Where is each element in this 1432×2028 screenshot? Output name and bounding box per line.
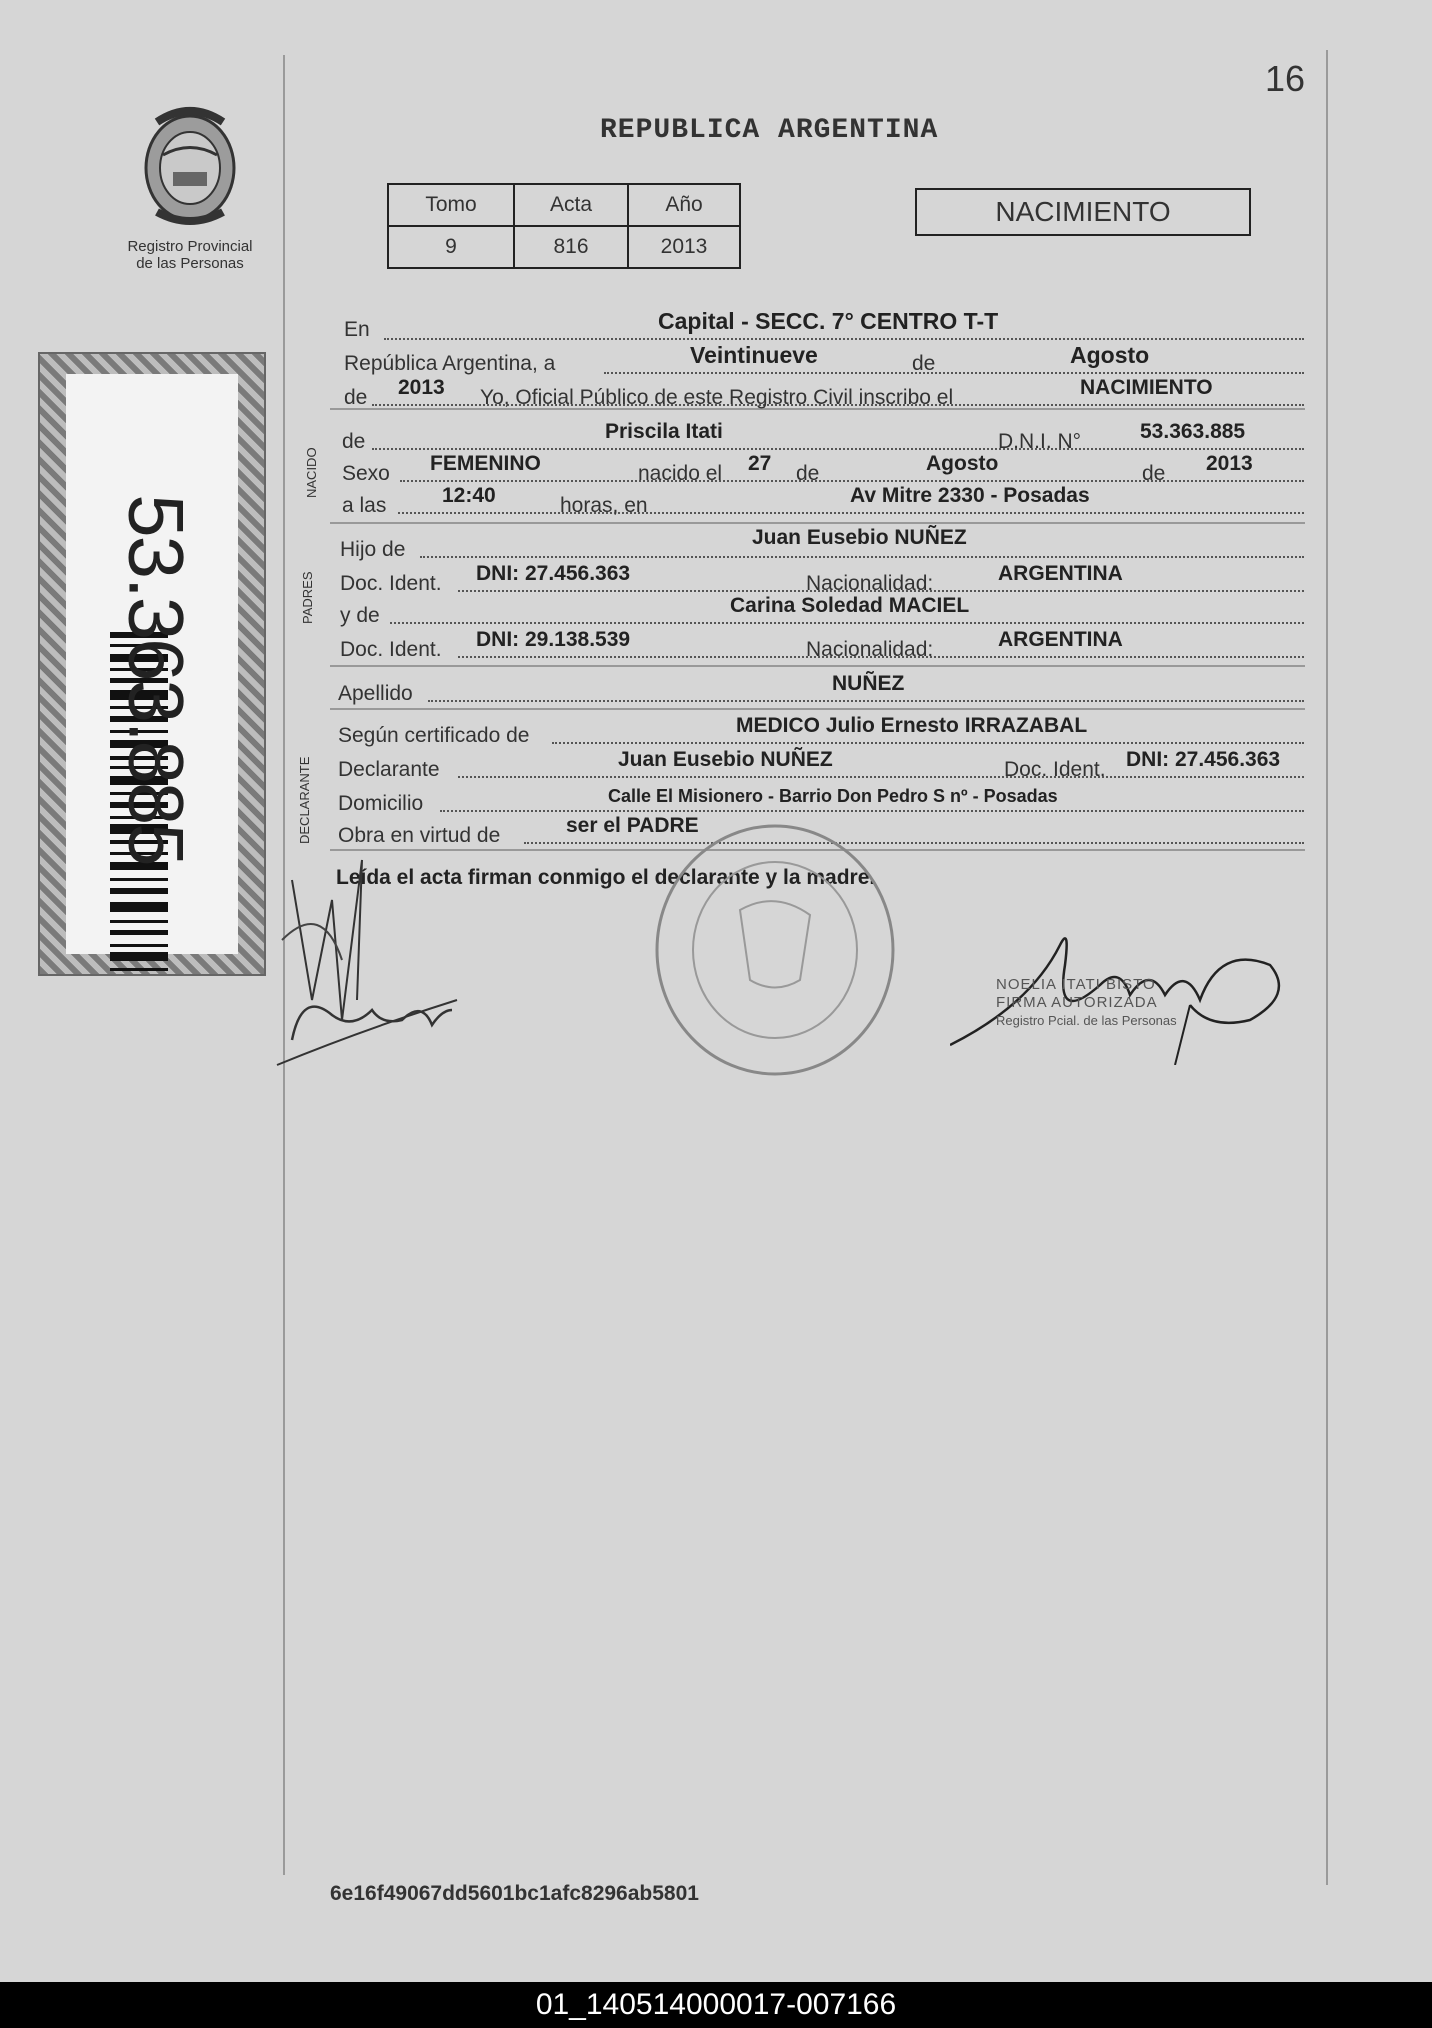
label-doc-ident-madre: Doc. Ident. (340, 638, 442, 661)
value-doc-declarante: DNI: 27.456.363 (1126, 748, 1281, 771)
value-domicilio: Calle El Misionero - Barrio Don Pedro S nº - Posadas (608, 786, 1058, 806)
label-nacido-el: nacido el (638, 462, 723, 485)
value-acta: 816 (514, 226, 628, 268)
id-card-number: 53.363.885 (112, 494, 201, 865)
value-anio-registro: 2013 (398, 376, 445, 399)
header-anio: Año (628, 184, 740, 226)
label-horas-en: horas, en (560, 494, 648, 517)
value-anio-nacimiento: 2013 (1206, 452, 1253, 475)
dotted-line (604, 372, 1304, 374)
declarant-signature-icon (262, 840, 462, 1070)
province-crest-icon (135, 100, 245, 230)
document-title: REPUBLICA ARGENTINA (600, 115, 939, 146)
value-padre: Juan Eusebio NUÑEZ (752, 526, 967, 549)
label-nacionalidad-padre: Nacionalidad: (806, 572, 934, 595)
header-tomo: Tomo (388, 184, 514, 226)
label-de-nombre: de (342, 430, 366, 453)
dotted-line (420, 556, 1304, 558)
value-apellido: NUÑEZ (832, 672, 905, 695)
officer-role: FIRMA AUTORIZADA (996, 994, 1158, 1011)
officer-name: NOELIA ITATI BISTO (996, 976, 1156, 993)
value-tipo-inscripcion: NACIMIENTO (1080, 376, 1213, 399)
value-dia-nacimiento: 27 (748, 452, 772, 475)
value-doc-madre: DNI: 29.138.539 (476, 628, 631, 651)
value-mes-nacimiento: Agosto (926, 452, 999, 475)
registry-caption-line: Registro Provincial (127, 238, 253, 255)
value-sexo: FEMENINO (430, 452, 541, 475)
section-label-nacido: NACIDO (304, 447, 319, 498)
value-mes-registro: Agosto (1070, 342, 1150, 368)
value-lugar-nacimiento: Av Mitre 2330 - Posadas (850, 484, 1090, 507)
value-obra: ser el PADRE (566, 814, 699, 837)
registry-caption (110, 238, 270, 272)
value-dia-registro: Veintinueve (690, 342, 818, 368)
dotted-line (372, 448, 1304, 450)
value-nacionalidad-madre: ARGENTINA (998, 628, 1123, 651)
record-table (387, 183, 741, 269)
label-domicilio: Domicilio (338, 792, 424, 815)
section-rule (330, 665, 1305, 667)
section-rule (330, 708, 1305, 710)
value-doc-padre: DNI: 27.456.363 (476, 562, 631, 585)
label-de-anio: de (344, 386, 368, 409)
dotted-line (524, 842, 1304, 844)
value-tomo: 9 (388, 226, 514, 268)
label-hijo-de: Hijo de (340, 538, 406, 561)
label-republica: República Argentina, a (344, 352, 556, 375)
right-margin-line (1326, 50, 1328, 1885)
value-nacionalidad-padre: ARGENTINA (998, 562, 1123, 585)
dotted-line (440, 810, 1304, 812)
card-inner (66, 374, 238, 954)
closing-statement: Leída el acta firman conmigo el declarante y la madre. (336, 866, 876, 889)
value-hora: 12:40 (442, 484, 496, 507)
dotted-line (428, 700, 1304, 702)
officer-registry: Registro Pcial. de las Personas (996, 1013, 1177, 1028)
value-dni: 53.363.885 (1140, 420, 1246, 443)
section-label-padres: PADRES (300, 571, 315, 624)
dotted-line (458, 776, 1304, 778)
record-table-values (388, 226, 740, 268)
label-y-de: y de (340, 604, 380, 627)
label-de: de (912, 352, 936, 375)
page-number: 16 (1265, 58, 1306, 99)
section-rule (330, 522, 1305, 524)
dotted-line (398, 512, 1304, 514)
label-certificado: Según certificado de (338, 724, 530, 747)
record-type-box: NACIMIENTO (915, 188, 1251, 236)
id-barcode-card (38, 352, 266, 976)
officer-stamp-text (996, 976, 1177, 1030)
label-a-las: a las (342, 494, 387, 517)
value-lugar-registro: Capital - SECC. 7° CENTRO T-T (658, 308, 999, 334)
label-de-mes: de (796, 462, 820, 485)
record-table-header (388, 184, 740, 226)
label-dni: D.N.I. N° (998, 430, 1082, 453)
dotted-line (390, 622, 1304, 624)
label-doc-ident-padre: Doc. Ident. (340, 572, 442, 595)
dotted-line (384, 338, 1304, 340)
value-declarante: Juan Eusebio NUÑEZ (618, 748, 833, 771)
label-inscribo: Yo, Oficial Público de este Registro Civil inscribo el (480, 386, 954, 409)
dotted-line (552, 742, 1304, 744)
registry-caption-line: de las Personas (136, 255, 244, 272)
label-apellido: Apellido (338, 682, 413, 705)
dotted-line (400, 480, 1304, 482)
header-acta: Acta (514, 184, 628, 226)
label-en: En (344, 318, 370, 341)
label-nacionalidad-madre: Nacionalidad: (806, 638, 934, 661)
footer-id-band: 01_140514000017-007166 (0, 1982, 1432, 2028)
label-de-anio-nac: de (1142, 462, 1166, 485)
label-declarante: Declarante (338, 758, 440, 781)
value-anio: 2013 (628, 226, 740, 268)
value-nombre: Priscila Itati (605, 420, 723, 443)
value-certificado: MEDICO Julio Ernesto IRRAZABAL (736, 714, 1088, 737)
label-sexo: Sexo (342, 462, 390, 485)
document-hash: 6e16f49067dd5601bc1afc8296ab5801 (330, 1882, 699, 1905)
section-label-declarante: DECLARANTE (297, 756, 312, 844)
official-stamp-icon (650, 820, 900, 1080)
label-doc-ident-declarante: Doc. Ident. (1004, 758, 1106, 781)
label-obra: Obra en virtud de (338, 824, 501, 847)
value-madre: Carina Soledad MACIEL (730, 594, 970, 617)
